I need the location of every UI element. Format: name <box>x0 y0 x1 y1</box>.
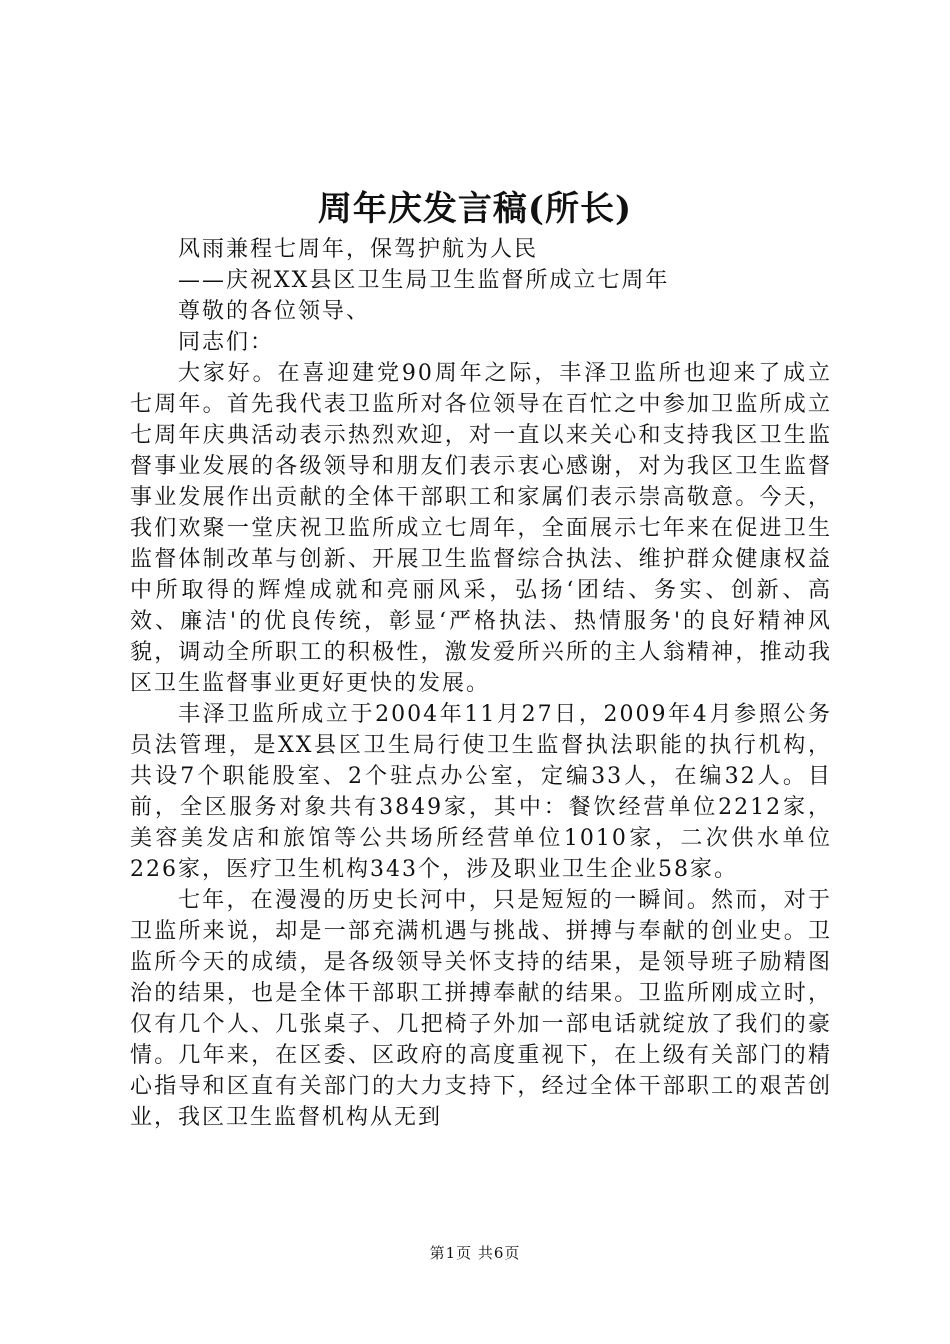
document-title: 周年庆发言稿(所长) <box>317 189 633 229</box>
document-body <box>130 234 832 1133</box>
paragraph: 大家好。在喜迎建党90周年之际，丰泽卫监所也迎来了成立七周年。首先我代表卫监所对各位领导在百忙之中参加卫监所成立七周年庆典活动表示热烈欢迎，对一直以来关心和支持我区卫生监督事业发展的各级领导和朋友们表示衷心感谢，对为我区卫生监督事业发展作出贡献的全体干部职工和家属们表示崇高敬意。今天，我们欢聚一堂庆祝卫监所成立七周年，全面展示七年来在促进卫生监督体制改革与创新、开展卫生监督综合执法、维护群众健康权益中所取得的辉煌成就和亮丽风采，弘扬‘团结、务实、创新、高效、廉洁'的优良传统，彰显‘严格执法、热情服务'的良好精神风貌，调动全所职工的积极性，激发爱所兴所的主人翁精神，推动我区卫生监督事业更好更快的发展。 <box>130 361 832 696</box>
paragraph: 丰泽卫监所成立于2004年11月27日，2009年4月参照公务员法管理，是XX县区卫生局行使卫生监督执法职能的执行机构，共设7个职能股室、2个驻点办公室，定编33人，在编32人。目前，全区服务对象共有3849家，其中：餐饮经营单位2212家，美容美发店和旅馆等公共场所经营单位1010家，二次供水单位226家，医疗卫生机构343个，涉及职业卫生企业58家。 <box>130 702 832 882</box>
subtitle-line-2: ——庆祝XX县区卫生局卫生监督所成立七周年 <box>178 268 670 293</box>
salutation-line-2: 同志们： <box>178 330 275 355</box>
paragraph: 七年，在漫漫的历史长河中，只是短短的一瞬间。然而，对于卫监所来说，却是一部充满机遇与挑战、拼搏与奉献的创业史。卫监所今天的成绩，是各级领导关怀支持的结果，是领导班子励精图治的结果，也是全体干部职工拼搏奉献的结果。卫监所刚成立时，仅有几个人、几张桌子、几把椅子外加一部电话就绽放了我们的豪情。几年来，在区委、区政府的高度重视下，在上级有关部门的精心指导和区直有关部门的大力支持下，经过全体干部职工的艰苦创业，我区卫生监督机构从无到 <box>130 888 832 1130</box>
subtitle-line-1: 风雨兼程七周年，保驾护航为人民 <box>178 237 539 262</box>
page-footer: 第1页 共6页 <box>429 1244 521 1262</box>
salutation-line-1: 尊敬的各位领导、 <box>178 299 371 324</box>
